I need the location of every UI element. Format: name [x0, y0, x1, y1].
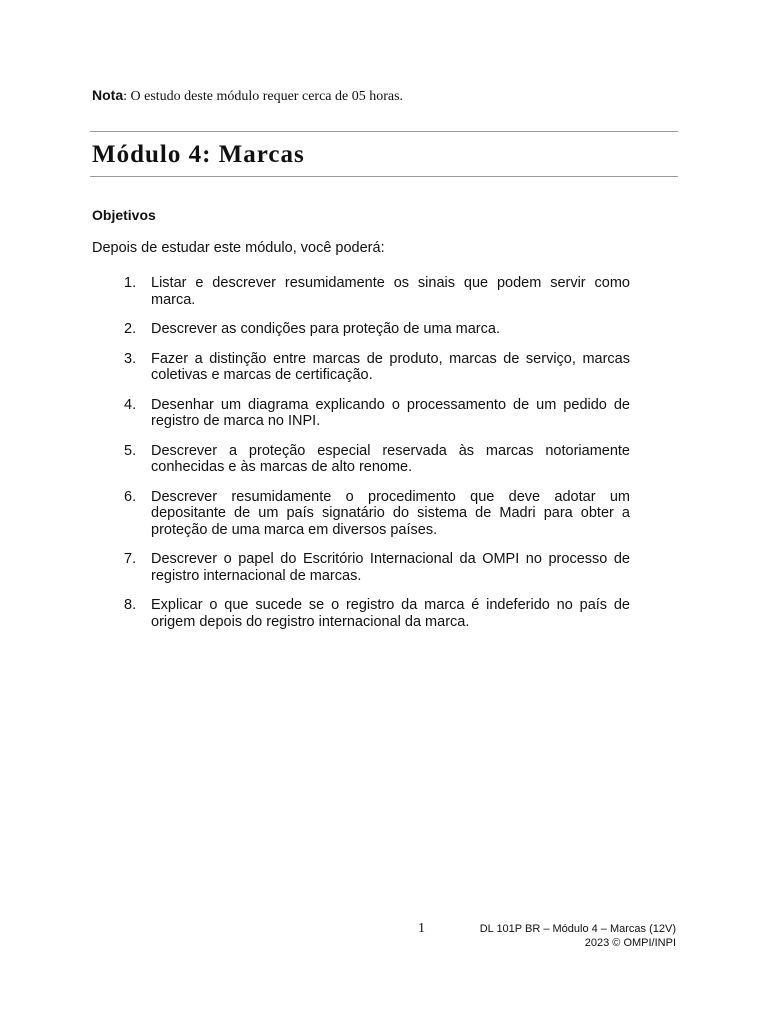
note-text: : O estudo deste módulo requer cerca de 05 horas. — [123, 89, 404, 104]
page-number: 1 — [418, 921, 425, 936]
footer-copyright-line: 2023 © OMPI/INPI — [584, 937, 676, 949]
objective-item — [124, 551, 630, 584]
objective-item — [124, 397, 630, 430]
footer-info — [480, 922, 676, 950]
module-title: Módulo 4: Marcas — [92, 141, 305, 168]
objective-item — [124, 321, 630, 338]
objective-item — [124, 275, 630, 308]
objective-item — [124, 489, 630, 539]
study-time-note — [92, 86, 403, 106]
objective-number: 5. — [124, 442, 137, 459]
objective-number: 2. — [124, 321, 137, 337]
objective-number: 8. — [124, 597, 137, 613]
objective-text: Listar e descrever resumidamente os sinais que podem servir como marca. — [151, 275, 630, 308]
objective-item — [124, 351, 630, 384]
objective-text: Explicar o que sucede se o registro da marca é indeferido no país de origem depois do registro internacional da marca. — [151, 597, 630, 630]
objective-text: Descrever resumidamente o procedimento que deve adotar um depositante de um país signatário do sistema de Madri para obter a proteção de uma marca em diversos países. — [151, 488, 630, 538]
objective-number: 6. — [124, 488, 137, 505]
objective-number: 7. — [124, 551, 137, 567]
objective-text: Descrever as condições para proteção de uma marca. — [151, 321, 500, 337]
objectives-intro: Depois de estudar este módulo, você poderá: — [92, 240, 385, 256]
note-label: Nota — [92, 87, 124, 103]
objective-text: Descrever o papel do Escritório Internacional da OMPI no processo de registro internacional de marcas. — [151, 551, 630, 584]
objective-number: 4. — [124, 396, 137, 413]
title-top-rule — [90, 131, 678, 132]
title-bottom-rule — [90, 176, 678, 177]
objective-text: Fazer a distinção entre marcas de produto, marcas de serviço, marcas coletivas e marcas de certificação. — [151, 350, 630, 383]
objective-number: 1. — [124, 275, 137, 291]
objectives-list — [124, 275, 630, 643]
objective-item — [124, 443, 630, 476]
objective-item — [124, 597, 630, 630]
objective-number: 3. — [124, 350, 137, 367]
objective-text: Descrever a proteção especial reservada às marcas notoriamente conhecidas e às marcas de alto renome. — [151, 442, 630, 475]
footer-course-line: DL 101P BR – Módulo 4 – Marcas (12V) — [479, 923, 676, 935]
objective-text: Desenhar um diagrama explicando o processamento de um pedido de registro de marca no INPI. — [151, 396, 630, 429]
objectives-heading: Objetivos — [92, 207, 156, 223]
